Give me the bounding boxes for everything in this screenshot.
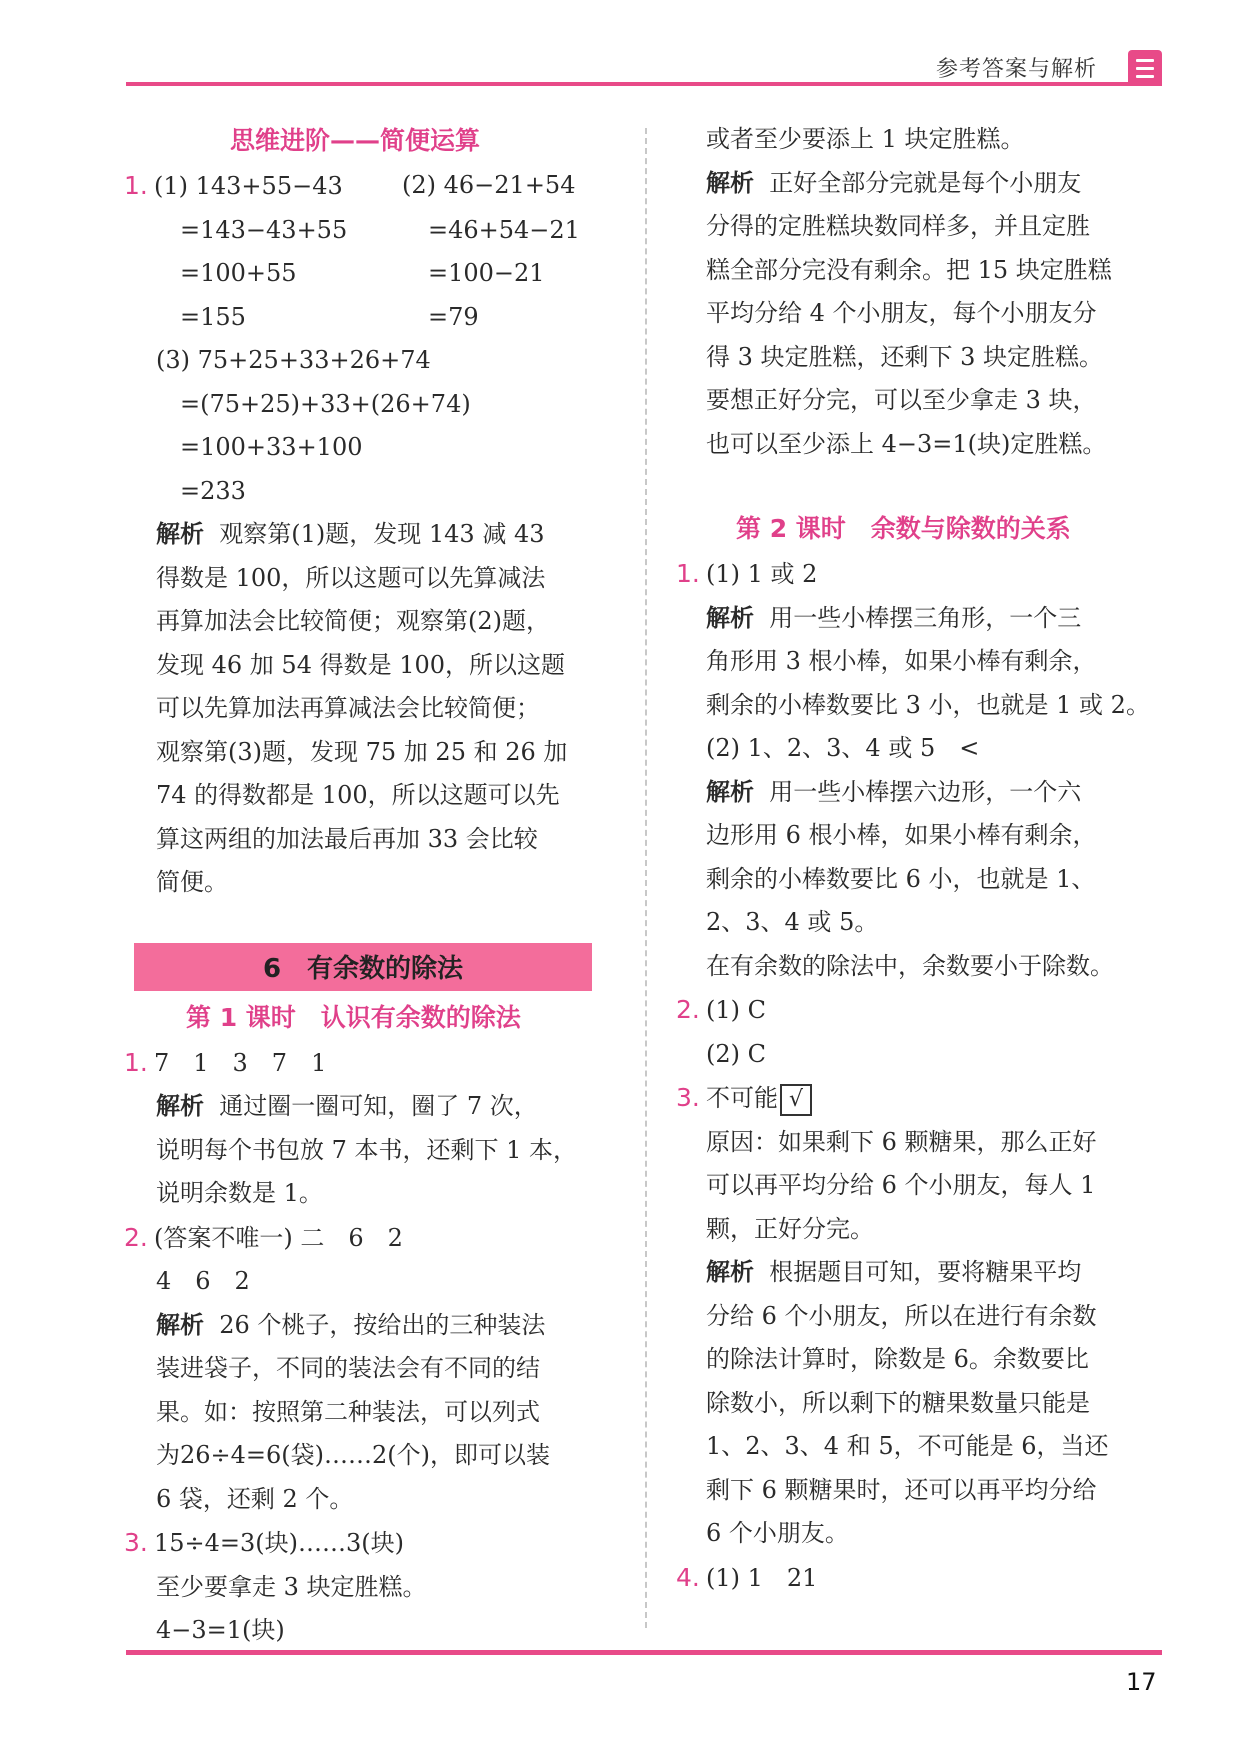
reason-line: 原因：如果剩下 6 颗糖果，那么正好 [706,1127,1097,1156]
q1-row1-a: =143−43+55 [180,215,348,244]
analysis-line: 发现 46 加 54 得数是 100，所以这题 [156,650,566,679]
analysis-label: 解析 [156,1092,204,1120]
analysis-line: 边形用 6 根小棒，如果小棒有剩余， [706,821,1097,849]
continued-line: 或者至少要添上 1 块定胜糕。 [706,125,1025,153]
analysis-label: 解析 [706,1258,754,1286]
q1-row0-a: (1) 143+55−43 [154,172,343,200]
analysis-line: 也可以至少添上 4−3=1(块)定胜糕。 [706,429,1107,458]
question-number: 1. [124,171,148,200]
left-column [124,118,616,1653]
analysis-line: 解析 正好全部分完就是每个小朋友 [706,168,1082,197]
analysis-line: 果。如：按照第二种装法，可以列式 [156,1397,540,1426]
analysis-label: 解析 [706,603,754,632]
lesson-title: 第 1 课时 认识有余数的除法 [186,1002,521,1032]
analysis-line: 的除法计算时，除数是 6。余数要比 [706,1345,1089,1373]
analysis-line: 再算加法会比较简便；观察第(2)题， [156,607,550,635]
analysis-line: 分给 6 个小朋友，所以在进行有余数 [706,1301,1097,1330]
analysis-line: 说明余数是 1。 [156,1179,323,1207]
analysis-line: 解析 根据题目可知，要将糖果平均 [706,1258,1082,1286]
analysis-line: 角形用 3 根小棒，如果小棒有剩余， [706,647,1097,675]
q1-3-line: =233 [180,476,246,505]
lesson-title: 第 2 课时 余数与除数的关系 [736,514,1071,543]
analysis-line: 解析 26 个桃子，按给出的三种装法 [156,1310,546,1339]
answer-line: 1. (1) 1 或 2 [676,552,1168,597]
page-number: 17 [1126,1668,1157,1696]
answer-line: 4−3=1(块) [156,1616,285,1644]
bottom-rule [126,1650,1162,1655]
header-title: 参考答案与解析 [936,57,1098,82]
analysis-line: 观察第(3)题，发现 75 加 25 和 26 加 [156,737,568,766]
answer-line: 3. 不可能 √ [676,1076,1168,1121]
analysis-line: 得 3 块定胜糕，还剩下 3 块定胜糕。 [706,342,1104,371]
analysis-line: 装进袋子，不同的装法会有不同的结 [156,1354,540,1382]
question-number: 2. [124,1222,148,1252]
column-divider [645,128,647,1628]
answer-line: 4 6 2 [156,1267,250,1295]
unit-banner: 6 有余数的除法 [134,943,592,991]
right-column [676,118,1168,1600]
analysis-line: 6 袋，还剩 2 个。 [156,1484,354,1513]
q1-row2-a: =100+55 [180,259,297,287]
answer-line: (2) C [706,1039,766,1068]
q1-3-line: (3) 75+25+33+26+74 [156,346,431,374]
analysis-line: 为26÷4=6(袋)……2(个)，即可以装 [156,1441,551,1469]
analysis-line: 除数小，所以剩下的糖果数量只能是 [706,1388,1090,1417]
q1-row3-b: =79 [428,302,479,331]
q1-3-line: =100+33+100 [180,433,363,461]
question-number: 4. [676,1562,700,1592]
question-number: 1. [676,559,700,588]
q1-row [124,296,616,340]
analysis-line: 在有余数的除法中，余数要小于除数。 [706,951,1114,980]
analysis-line: 平均分给 4 个小朋友，每个小朋友分 [706,299,1097,327]
answer-line: 4. (1) 1 21 [676,1556,1168,1601]
q1-row1-b: =46+54−21 [428,215,580,244]
reason-line: 颗，正好分完。 [706,1214,874,1243]
reason-line: 可以再平均分给 6 个小朋友，每人 1 [706,1171,1096,1199]
q1-row3-a: =155 [180,302,246,331]
analysis-line: 算这两组的加法最后再加 33 会比较 [156,824,538,853]
q1-row2-b: =100−21 [428,259,545,287]
analysis-line: 6 个小朋友。 [706,1519,849,1547]
q1-row [124,164,616,209]
analysis-line: 剩余的小棒数要比 6 小，也就是 1、 [706,864,1096,893]
q1-row0-b: (2) 46−21+54 [402,171,576,199]
answer-line: (2) 1、2、3、4 或 5 < [706,734,980,762]
q1-3-line: =(75+25)+33+(26+74) [180,389,471,418]
analysis-label: 解析 [156,1310,204,1339]
q1-row [124,209,616,253]
answer-line: 3. 15÷4=3(块)……3(块) [124,1521,616,1566]
answer-line: 1. 7 1 3 7 1 [124,1041,616,1086]
check-icon: √ [780,1084,812,1116]
analysis-line: 简便。 [156,868,228,896]
analysis-label: 解析 [706,168,754,197]
question-number: 3. [676,1083,700,1112]
analysis-label: 解析 [156,520,204,548]
analysis-line: 解析 通过圈一圈可知，圈了 7 次， [156,1092,538,1120]
analysis-line: 剩余的小棒数要比 3 小，也就是 1 或 2。 [706,690,1150,719]
analysis-line: 2、3、4 或 5。 [706,908,879,936]
top-rule [126,82,1162,86]
analysis-line: 解析 用一些小棒摆六边形，一个六 [706,777,1082,806]
analysis-line: 分得的定胜糕块数同样多，并且定胜 [706,212,1090,240]
q1-row [124,252,616,296]
question-number: 1. [124,1047,148,1077]
analysis-line: 剩下 6 颗糖果时，还可以再平均分给 [706,1475,1097,1504]
question-number: 3. [124,1528,148,1557]
analysis-line: 1、2、3、4 和 5，不可能是 6，当还 [706,1432,1109,1460]
analysis-line: 得数是 100，所以这题可以先算减法 [156,563,546,592]
analysis-line: 解析 观察第(1)题，发现 143 减 43 [156,520,545,548]
answer-line: 2. (1) C [676,988,1168,1033]
analysis-label: 解析 [706,777,754,806]
analysis-line: 解析 用一些小棒摆三角形，一个三 [706,603,1082,632]
question-number: 2. [676,995,700,1024]
answer-line: 2. (答案不唯一) 二 6 2 [124,1216,616,1261]
analysis-line: 74 的得数都是 100，所以这题可以先 [156,781,560,809]
analysis-line: 糕全部分完没有剩余。把 15 块定胜糕 [706,255,1112,284]
analysis-line: 可以先算加法再算减法会比较简便； [156,694,540,722]
analysis-line: 说明每个书包放 7 本书，还剩下 1 本， [156,1135,578,1164]
section-title: 思维进阶——简便运算 [230,126,481,155]
book-icon [1128,50,1162,86]
answer-line: 至少要拿走 3 块定胜糕。 [156,1572,427,1601]
analysis-line: 要想正好分完，可以至少拿走 3 块， [706,386,1097,414]
